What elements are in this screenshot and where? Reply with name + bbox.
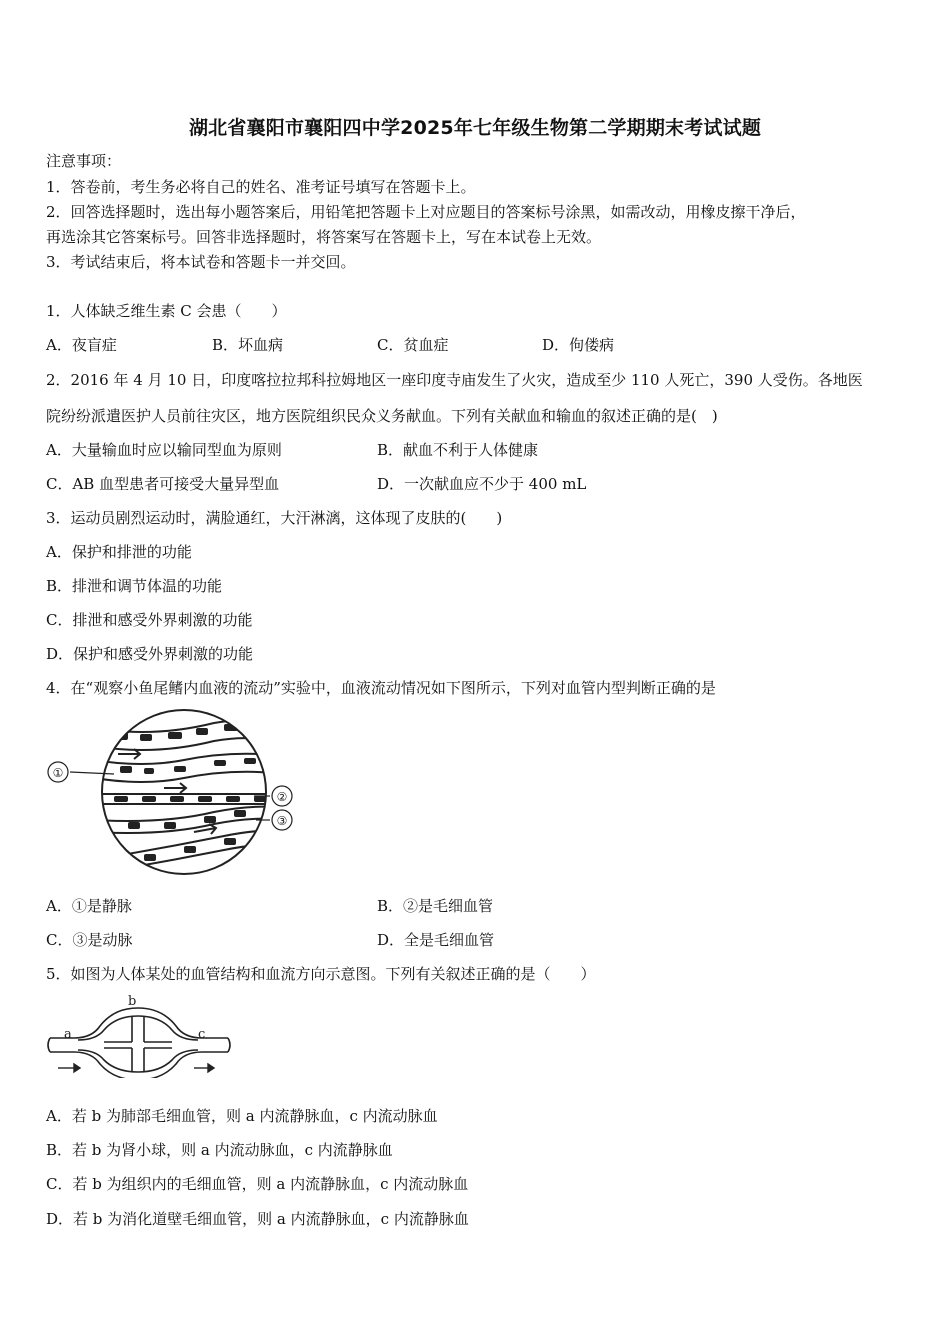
question-2-option-d: D．一次献血应不少于 400 mL	[377, 475, 587, 493]
page-title: 湖北省襄阳市襄阳四中学2025年七年级生物第二学期期末考试试题	[188, 117, 762, 139]
question-3-option-c: C．排泄和感受外界刺激的功能	[46, 611, 253, 629]
blood-flow-figure	[44, 708, 304, 876]
figure-label-c: c	[198, 1027, 206, 1042]
question-4-option-d: D．全是毛细血管	[377, 931, 495, 949]
notice-item-2-cont: 再选涂其它答案标号。回答非选择题时，将答案写在答题卡上，写在本试卷上无效。	[46, 228, 602, 246]
question-3-option-b: B．排泄和调节体温的功能	[46, 577, 223, 595]
question-3-option-d: D．保护和感受外界刺激的功能	[46, 645, 254, 663]
question-2-option-c: C．AB 血型患者可接受大量异型血	[46, 475, 280, 493]
notice-item-1: 1．答卷前，考生务必将自己的姓名、准考证号填写在答题卡上。	[46, 178, 476, 196]
question-5-option-d: D．若 b 为消化道壁毛细血管，则 a 内流静脉血，c 内流静脉血	[46, 1210, 469, 1228]
question-1-stem: 1．人体缺乏维生素 C 会患（ ）	[46, 302, 287, 320]
question-2-option-a: A．大量输血时应以输同型血为原则	[46, 441, 282, 459]
question-3-stem: 3．运动员剧烈运动时，满脸通红，大汗淋漓，这体现了皮肤的( )	[46, 509, 503, 527]
figure-label-3: ③	[276, 814, 288, 828]
figure-label-2: ②	[276, 790, 288, 804]
question-5-option-c: C．若 b 为组织内的毛细血管，则 a 内流静脉血，c 内流动脉血	[46, 1175, 469, 1193]
blood-vessel-figure	[44, 994, 234, 1078]
figure-label-b: b	[128, 994, 137, 1009]
figure-label-a: a	[64, 1027, 72, 1042]
notice-heading: 注意事项：	[46, 152, 122, 170]
question-1-option-a: A．夜盲症	[46, 336, 117, 354]
question-5-option-a: A．若 b 为肺部毛细血管，则 a 内流静脉血，c 内流动脉血	[46, 1107, 438, 1125]
figure-label-1: ①	[52, 766, 64, 780]
question-2-stem: 2．2016 年 4 月 10 日，印度喀拉拉邦科拉姆地区一座印度寺庙发生了火灾，造成至少 110 人死亡，390 人受伤。各地医	[46, 371, 863, 389]
question-4-stem: 4．在“观察小鱼尾鳍内血液的流动”实验中，血液流动情况如下图所示，下列对血管内型判断正确的是	[46, 679, 716, 697]
question-2-option-b: B．献血不利于人体健康	[377, 441, 539, 459]
question-1-option-b: B．坏血病	[212, 336, 284, 354]
question-4-option-a: A．①是静脉	[46, 897, 132, 915]
question-1-option-d: D．佝偻病	[542, 336, 615, 354]
question-5-option-b: B．若 b 为肾小球，则 a 内流动脉血，c 内流静脉血	[46, 1141, 393, 1159]
notice-item-2: 2．回答选择题时，选出每小题答案后，用铅笔把答题卡上对应题目的答案标号涂黑，如需改动，用橡皮擦干净后，	[46, 203, 806, 221]
notice-item-3: 3．考试结束后，将本试卷和答题卡一并交回。	[46, 253, 356, 271]
question-4-option-b: B．②是毛细血管	[377, 897, 494, 915]
question-1-option-c: C．贫血症	[377, 336, 449, 354]
question-2-stem-cont: 院纷纷派遣医护人员前往灾区，地方医院组织民众义务献血。下列有关献血和输血的叙述正确的是( )	[46, 407, 718, 425]
question-3-option-a: A．保护和排泄的功能	[46, 543, 192, 561]
question-4-option-c: C．③是动脉	[46, 931, 133, 949]
question-5-stem: 5．如图为人体某处的血管结构和血流方向示意图。下列有关叙述正确的是（ ）	[46, 965, 596, 983]
